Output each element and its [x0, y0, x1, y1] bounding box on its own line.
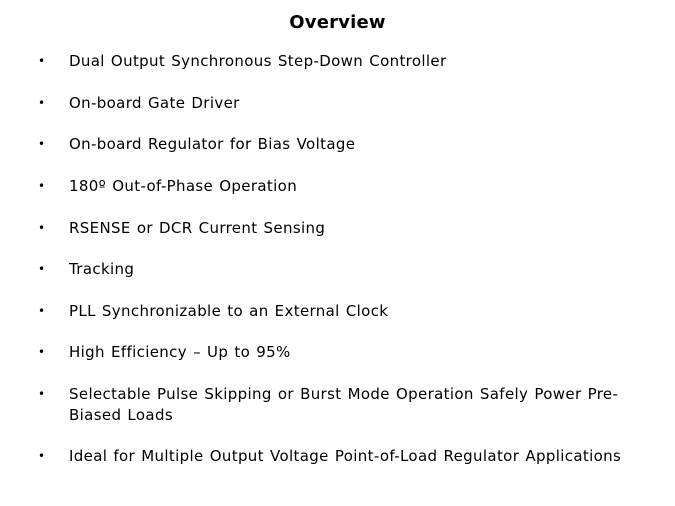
bullet-text: On-board Gate Driver: [69, 94, 240, 112]
bullet-dot-icon: •: [38, 262, 46, 276]
bullet-text: RSENSE or DCR Current Sensing: [69, 219, 326, 237]
bullet-text: 180º Out-of-Phase Operation: [69, 177, 298, 195]
bullet-text: High Efficiency – Up to 95%: [69, 343, 291, 361]
slide-title: Overview: [289, 12, 386, 33]
bullet-dot-icon: •: [38, 221, 46, 235]
bullet-dot-icon: •: [38, 345, 46, 359]
bullet-text: Selectable Pulse Skipping or Burst Mode Operation Safely Power Pre-Biased Loads: [69, 385, 619, 424]
bullet-dot-icon: •: [38, 387, 46, 401]
bullet-text: On-board Regulator for Bias Voltage: [69, 135, 356, 153]
bullet-dot-icon: •: [38, 179, 46, 193]
bullet-dot-icon: •: [38, 304, 46, 318]
bullet-dot-icon: •: [38, 54, 46, 68]
bullet-dot-icon: •: [38, 96, 46, 110]
bullet-text: Ideal for Multiple Output Voltage Point-of-Load Regulator Applications: [69, 447, 622, 465]
bullet-text: PLL Synchronizable to an External Clock: [69, 302, 389, 320]
bullet-dot-icon: •: [38, 449, 46, 463]
bullet-dot-icon: •: [38, 137, 46, 151]
bullet-text: Dual Output Synchronous Step-Down Controller: [69, 52, 447, 70]
bullet-text: Tracking: [69, 260, 135, 278]
